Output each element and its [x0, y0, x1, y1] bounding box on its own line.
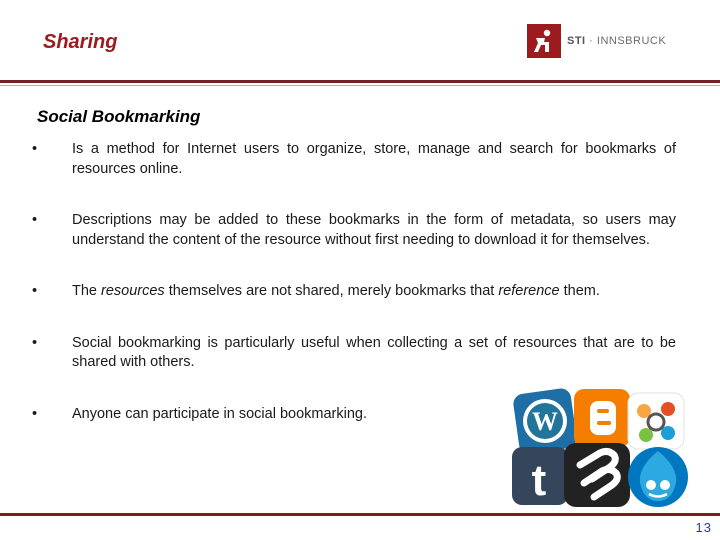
- joomla-icon: [628, 393, 684, 449]
- bullet-text: Descriptions may be added to these bookmarks in the form of metadata, so users may understand the content of the resource without first needing to download it for themselves.: [72, 212, 676, 248]
- header-divider: [0, 80, 720, 83]
- bullet-marker: •: [32, 334, 38, 351]
- logo-brand: STI: [567, 35, 586, 47]
- logo-place: INNSBRUCK: [596, 35, 667, 47]
- squarespace-icon: [564, 443, 630, 507]
- tumblr-icon: [512, 447, 568, 505]
- bullet-text: Is a method for Internet users to organize, store, manage and search for bookmarks of resources online.: [72, 141, 676, 177]
- bullet-text-emphasis: resources: [101, 283, 165, 299]
- bullet-text-emphasis: reference: [498, 283, 560, 299]
- bullet-text-part: The: [72, 283, 102, 299]
- slide-title: Social Bookmarking: [37, 107, 201, 126]
- bullet-marker: •: [32, 405, 38, 422]
- sti-logo-mark-icon: [527, 24, 561, 58]
- bullet-marker: •: [32, 212, 38, 228]
- sti-innsbruck-logo: [527, 24, 666, 58]
- bullet-list: [30, 140, 676, 424]
- svg-text:t: t: [531, 456, 547, 505]
- bullet-item: [30, 334, 676, 373]
- footer-divider: [0, 513, 720, 516]
- bullet-text-part: them.: [559, 283, 600, 299]
- blogger-icon: [574, 389, 630, 447]
- wordpress-icon: [512, 387, 578, 454]
- bullet-item: [30, 211, 676, 250]
- bullet-text: [72, 282, 676, 302]
- bullet-marker: •: [32, 283, 38, 299]
- bullet-item: [30, 282, 676, 302]
- bullet-text: Anyone can participate in social bookmarking.: [72, 405, 367, 422]
- bullet-marker: •: [32, 141, 38, 157]
- logo-wordmark: [567, 35, 666, 47]
- svg-text:W: W: [532, 407, 558, 436]
- social-service-icons-cluster: [508, 385, 694, 510]
- drupal-icon: [628, 447, 688, 507]
- header-divider-thin: [0, 85, 720, 86]
- page-number: 13: [695, 520, 712, 535]
- logo-separator: ·: [585, 35, 597, 47]
- bullet-text: Social bookmarking is particularly useful when collecting a set of resources that are to be shared with others.: [72, 334, 676, 370]
- bullet-text-part: themselves are not shared, merely bookmarks that: [164, 283, 499, 299]
- bullet-item: [30, 140, 676, 179]
- slide-section-title: Sharing: [43, 31, 118, 53]
